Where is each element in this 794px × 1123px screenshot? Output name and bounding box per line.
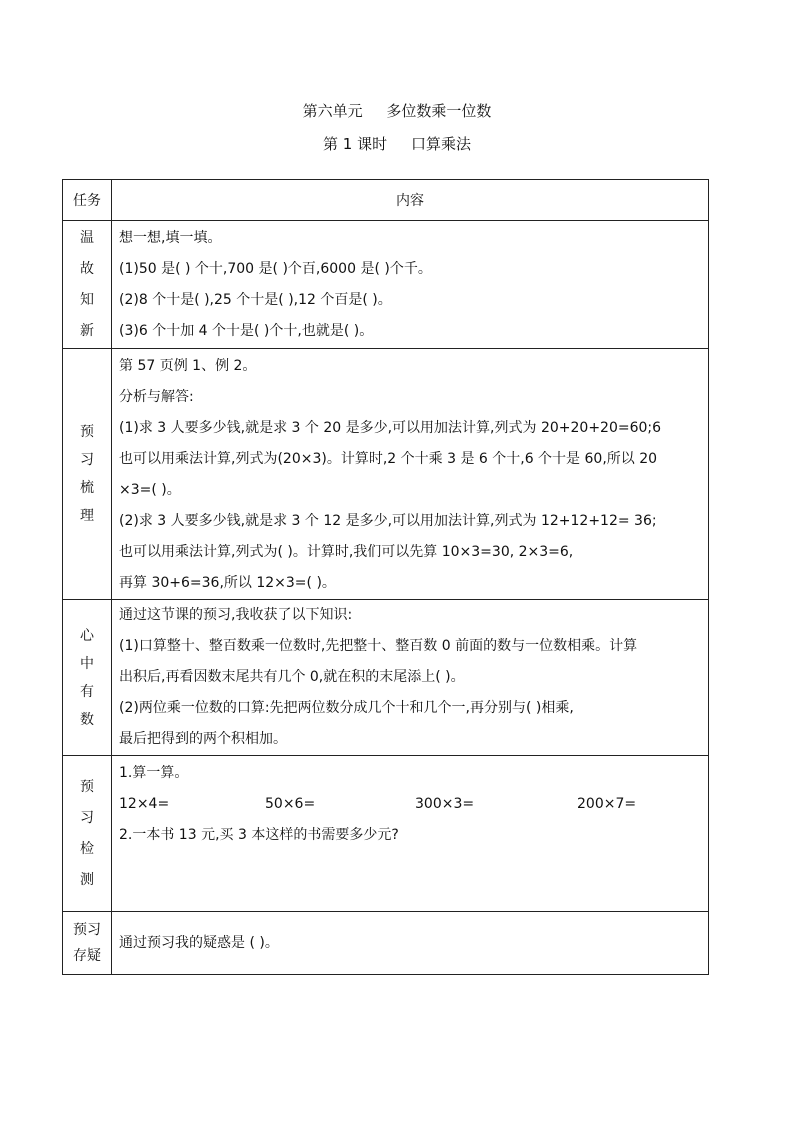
task-char: 预习 xyxy=(73,922,101,938)
content-cell xyxy=(112,912,709,975)
calc-item: 50×6= xyxy=(265,796,316,812)
calc-item: 12×4= xyxy=(119,796,170,812)
header-task: 任务 xyxy=(63,180,112,221)
content-line: (1)求 3 人要多少钱,就是求 3 个 20 是多少,可以用加法计算,列式为 20+20+20=60;6 xyxy=(119,420,662,436)
table-header-row xyxy=(63,180,709,221)
task-char: 检 xyxy=(80,840,94,857)
task-char: 梳 xyxy=(80,480,94,496)
table-row xyxy=(63,912,709,975)
calc-item: 300×3= xyxy=(415,796,475,812)
task-char: 习 xyxy=(80,452,94,468)
table-row xyxy=(63,221,709,349)
task-char: 温 xyxy=(80,229,94,246)
content-line: (1)50 是( ) 个十,700 是( )个百,6000 是( )个千。 xyxy=(119,261,432,277)
task-char: 中 xyxy=(80,655,94,672)
content-line: 再算 30+6=36,所以 12×3=( )。 xyxy=(119,575,336,591)
task-char: 故 xyxy=(80,260,94,277)
content-line: 2.一本书 13 元,买 3 本这样的书需要多少元? xyxy=(119,827,399,843)
task-char: 心 xyxy=(80,627,94,644)
content-line: 第 57 页例 1、例 2。 xyxy=(119,358,257,374)
content-line: ×3=( )。 xyxy=(119,482,181,498)
task-char: 预 xyxy=(80,778,94,795)
content-cell xyxy=(112,600,709,756)
content-line: (1)口算整十、整百数乘一位数时,先把整十、整百数 0 前面的数与一位数相乘。计算 xyxy=(119,638,638,654)
content-line: 想一想,填一填。 xyxy=(119,230,222,246)
task-char: 存疑 xyxy=(73,948,101,964)
task-cell xyxy=(63,912,112,975)
content-line: 也可以用乘法计算,列式为( )。计算时,我们可以先算 10×3=30, 2×3=6, xyxy=(119,544,574,560)
content-line: 分析与解答: xyxy=(119,389,194,405)
task-char: 理 xyxy=(80,508,94,524)
content-line: (2)8 个十是( ),25 个十是( ),12 个百是( )。 xyxy=(119,292,392,308)
content-line: 通过预习我的疑惑是 ( )。 xyxy=(119,934,279,951)
content-cell xyxy=(112,756,709,912)
table-row xyxy=(63,349,709,600)
content-line: 也可以用乘法计算,列式为(20×3)。计算时,2 个十乘 3 是 6 个十,6 个十是 60,所以 20 xyxy=(119,451,658,467)
task-char: 数 xyxy=(80,711,94,728)
content-line: (3)6 个十加 4 个十是( )个十,也就是( )。 xyxy=(119,323,374,339)
content-cell xyxy=(112,221,709,349)
content-line: (2)两位乘一位数的口算:先把两位数分成几个十和几个一,再分别与( )相乘, xyxy=(119,700,574,716)
task-char: 新 xyxy=(80,322,94,339)
lesson-title: 第 1 课时 口算乘法 xyxy=(323,135,471,153)
unit-title: 第六单元 多位数乘一位数 xyxy=(302,102,492,120)
content-line: (2)求 3 人要多少钱,就是求 3 个 12 是多少,可以用加法计算,列式为 12+12+12= 36; xyxy=(119,513,657,529)
task-char: 有 xyxy=(80,683,94,700)
task-char: 测 xyxy=(80,871,94,888)
table-row xyxy=(63,600,709,756)
task-cell xyxy=(63,349,112,600)
content-cell xyxy=(112,349,709,600)
calc-row xyxy=(119,789,702,820)
task-char: 习 xyxy=(80,809,94,826)
task-char: 预 xyxy=(80,424,94,440)
lesson-table xyxy=(62,179,709,975)
table-row xyxy=(63,756,709,912)
task-char: 知 xyxy=(80,291,94,308)
content-line: 通过这节课的预习,我收获了以下知识: xyxy=(119,607,353,623)
task-cell xyxy=(63,756,112,912)
calc-item: 200×7= xyxy=(577,796,637,812)
header-content: 内容 xyxy=(112,180,709,221)
task-cell xyxy=(63,600,112,756)
content-line: 出积后,再看因数末尾共有几个 0,就在积的末尾添上( )。 xyxy=(119,669,465,685)
content-line: 最后把得到的两个积相加。 xyxy=(119,731,287,747)
content-line: 1.算一算。 xyxy=(119,765,189,781)
task-cell xyxy=(63,221,112,349)
